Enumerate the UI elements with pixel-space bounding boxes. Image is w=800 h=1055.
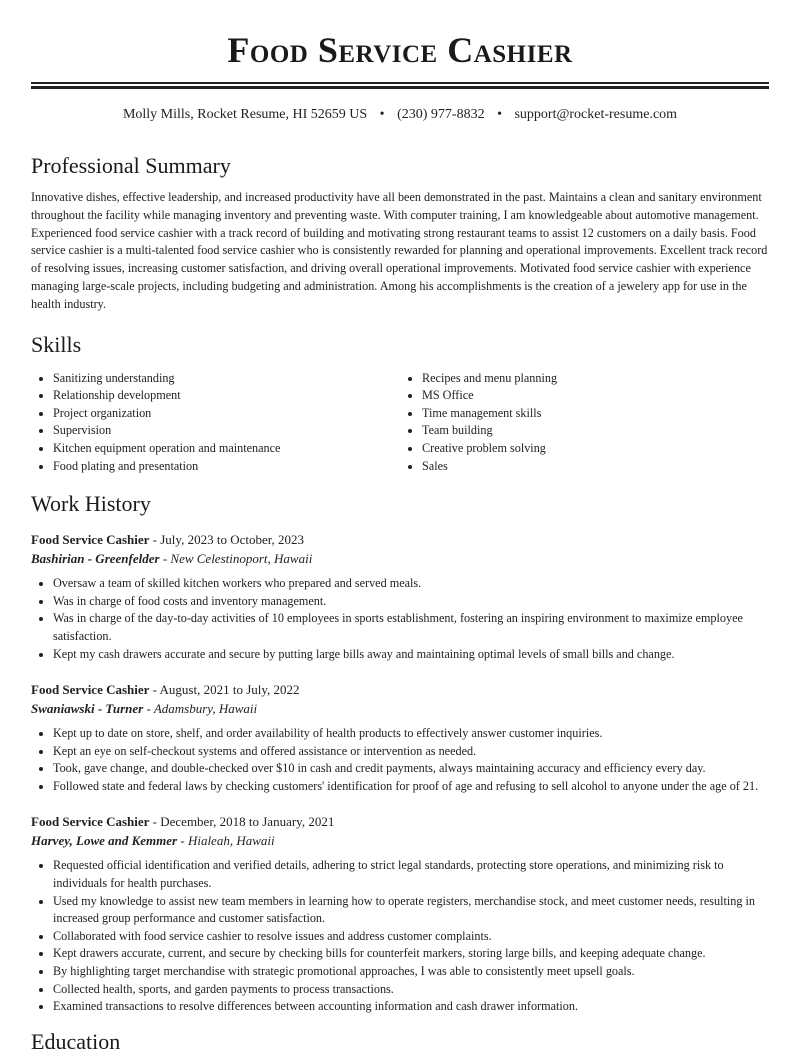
section-heading-education: Education [31, 1028, 121, 1054]
skill-item: • Creative problem solving [422, 440, 769, 458]
job-entry [31, 812, 769, 1015]
job-location: - New Celestinoport, Hawaii [159, 551, 313, 567]
summary-text: Innovative dishes, effective leadership, and increased productivity have all been demonstrated in the past. Maintains a clean and sanitary environment throughout the facility while managing inventory and preventing waste. With computer training, I am knowledgeable about automotive management. Experienced food service cashier with a track record of building and motivating strong restaurant teams to assist 12 customers on a daily basis. Food service cashier is a multi-talented food service cashier who is consistently rewarded for planning and operational improvements. Excellent track record of resolving issues, increasing customer satisfaction, and driving overall operational improvements. Motivated food service cashier with experience managing large-scale projects, including budgeting and administration. Among his accomplishments is the creation of a jewelery app for use in the health industry. [31, 190, 768, 311]
skills-list-right [400, 370, 769, 476]
skills-columns [31, 370, 769, 476]
job-dates: - August, 2021 to July, 2022 [149, 682, 300, 698]
contact-line [31, 106, 769, 124]
header-divider-thin [31, 82, 769, 84]
resume-title: Food Service Cashier [227, 30, 573, 70]
section-heading-work-history: Work History [31, 491, 151, 517]
job-title: Food Service Cashier [31, 682, 150, 698]
job-company-line [31, 549, 769, 568]
job-bullet: • Kept my cash drawers accurate and secure by putting large bills away and maintaining optimal levels of small bills and change. [53, 646, 769, 664]
job-bullets [31, 857, 769, 1015]
job-title: Food Service Cashier [31, 814, 150, 830]
summary-section [31, 153, 769, 314]
job-company-line [31, 831, 769, 850]
job-entry [31, 530, 769, 663]
skills-section [31, 332, 769, 476]
contact-address: Molly Mills, Rocket Resume, HI 52659 US [122, 107, 368, 122]
job-dates: - July, 2023 to October, 2023 [149, 532, 305, 548]
skill-item: • Recipes and menu planning [422, 370, 769, 388]
job-bullets [31, 725, 769, 795]
job-title-line [31, 680, 769, 699]
job-bullet: • Followed state and federal laws by checking customers' identification for proof of age and refusing to sell alcohol to anyone under the age of 21. [53, 778, 769, 796]
skill-item: • Supervision [53, 422, 400, 440]
job-title: Food Service Cashier [31, 532, 150, 548]
job-bullet: • Was in charge of the day-to-day activities of 10 employees in sports establishment, fostering an inspiring environment to maximize employee satisfaction. [53, 610, 769, 645]
job-bullet: • Oversaw a team of skilled kitchen workers who prepared and served meals. [53, 575, 769, 593]
job-bullet: • Used my knowledge to assist new team members in learning how to operate registers, merchandise stock, and meet customer needs, resulting in increased group performance and customer satisfaction. [53, 893, 769, 928]
job-company-line [31, 699, 769, 718]
job-company: Bashirian - Greenfelder [31, 551, 160, 567]
skill-item: • Time management skills [422, 405, 769, 423]
skills-list-left [31, 370, 400, 476]
job-title-line [31, 812, 769, 831]
job-title-line [31, 530, 769, 549]
job-bullet: • Collaborated with food service cashier to resolve issues and address customer complaints. [53, 928, 769, 946]
skill-item: • Food plating and presentation [53, 458, 400, 476]
header-divider-thick [31, 86, 769, 89]
job-bullet: • Took, gave change, and double-checked over $10 in cash and credit payments, always maintaining accuracy and efficiency every day. [53, 760, 769, 778]
contact-separator: • [497, 107, 502, 122]
skill-item: • Team building [422, 422, 769, 440]
work-history-section [31, 491, 769, 1016]
job-location: - Adamsbury, Hawaii [143, 701, 258, 717]
job-bullet: • Examined transactions to resolve differences between accounting information and cash drawer information. [53, 998, 769, 1016]
job-bullet: • Kept drawers accurate, current, and secure by checking bills for counterfeit markers, storing large bills, and keeping adequate change. [53, 945, 769, 963]
job-dates: - December, 2018 to January, 2021 [149, 814, 335, 830]
job-bullet: • Was in charge of food costs and inventory management. [53, 593, 769, 611]
job-bullet: • Kept up to date on store, shelf, and order availability of health products to effectively answer customer inquiries. [53, 725, 769, 743]
job-location: - Hialeah, Hawaii [177, 833, 275, 849]
job-bullet: • Kept an eye on self-checkout systems and offered assistance or intervention as needed. [53, 743, 769, 761]
job-company: Harvey, Lowe and Kemmer [31, 833, 178, 849]
education-section [31, 1029, 769, 1055]
contact-email[interactable]: support@rocket-resume.com [514, 107, 678, 122]
skill-item: • Sanitizing understanding [53, 370, 400, 388]
skill-item: • Sales [422, 458, 769, 476]
section-heading-skills: Skills [31, 331, 82, 357]
skill-item: • MS Office [422, 387, 769, 405]
job-bullets [31, 575, 769, 663]
job-bullet: • Collected health, sports, and garden payments to process transactions. [53, 981, 769, 999]
job-bullet: • Requested official identification and verified details, adhering to strict legal standards, protecting store operations, and minimizing risk to individuals for health purchases. [53, 857, 769, 892]
skill-item: • Project organization [53, 405, 400, 423]
section-heading-summary: Professional Summary [31, 153, 231, 178]
contact-separator: • [379, 107, 385, 122]
job-entry [31, 680, 769, 795]
skill-item: • Relationship development [53, 387, 400, 405]
skill-item: • Kitchen equipment operation and maintenance [53, 440, 400, 458]
contact-phone[interactable]: (230) 977-8832 [397, 107, 485, 122]
job-bullet: • By highlighting target merchandise with strategic promotional approaches, I was able to consistently meet upsell goals. [53, 963, 769, 981]
job-company: Swaniawski - Turner [31, 701, 144, 717]
